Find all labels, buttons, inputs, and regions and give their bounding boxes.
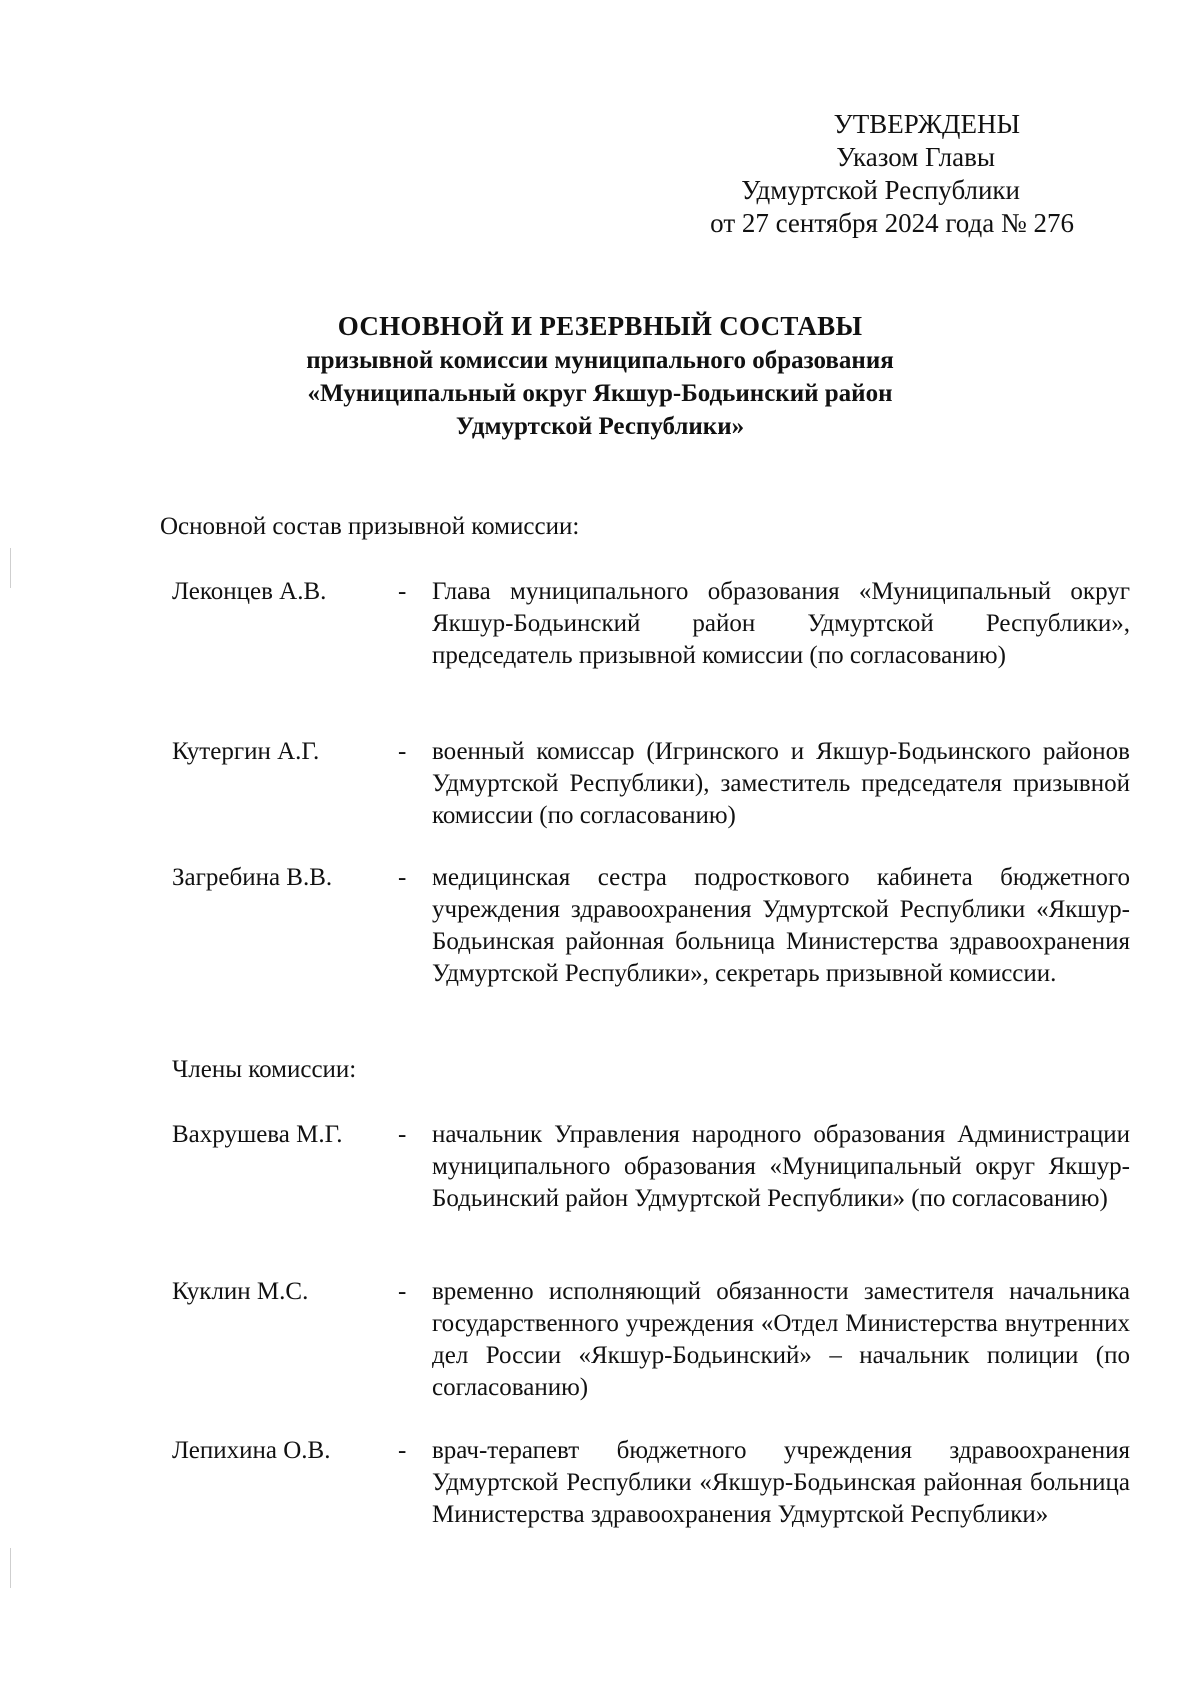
member-role: начальник Управления народного образования Администрации муниципального образования «Муниципальный округ Якшур-Бодьинский район Удмуртской Республики» (по согласованию) <box>432 1121 1130 1212</box>
entry-dash: - <box>398 864 407 891</box>
title-main: ОСНОВНОЙ И РЕЗЕРВНЫЙ СОСТАВЫ <box>337 311 863 341</box>
document-title <box>100 308 1100 443</box>
members-heading: Члены комиссии: <box>172 1056 357 1083</box>
approval-date-number: от 27 сентября 2024 года № 276 <box>710 208 1074 238</box>
entry-dash: - <box>398 1437 407 1464</box>
member-role: врач-терапевт бюджетного учреждения здравоохранения Удмуртской Республики «Якшур-Бодьинская районная больница Министерства здравоохранения Удмуртской Республики» <box>432 1437 1130 1528</box>
approval-heading: УТВЕРЖДЕНЫ <box>833 109 1020 139</box>
member-role: медицинская сестра подросткового кабинета бюджетного учреждения здравоохранения Удмуртской Республики «Якшур-Бодьинская районная больница Министерства здравоохранения Удмуртской Республики», секретарь призывной комиссии. <box>432 864 1130 987</box>
commission-entry <box>172 736 1130 832</box>
commission-entry <box>172 1435 1130 1531</box>
title-subline-2: «Муниципальный округ Якшур-Бодьинский район <box>307 380 893 407</box>
scan-artifact-line <box>10 548 11 588</box>
member-role: временно исполняющий обязанности заместителя начальника государственного учреждения «Отдел Министерства внутренних дел России «Якшур-Бодьинский» – начальник полиции (по согласованию) <box>432 1278 1130 1401</box>
member-name: Куклин М.С. <box>172 1278 309 1305</box>
commission-entry <box>172 1119 1130 1215</box>
member-name: Лепихина О.В. <box>172 1437 331 1464</box>
entry-dash: - <box>398 578 407 605</box>
entry-dash: - <box>398 1121 407 1148</box>
approval-stamp-block <box>680 108 1120 240</box>
commission-entry <box>172 862 1130 990</box>
member-role: военный комиссар (Игринского и Якшур-Бодьинского районов Удмуртской Республики), заместитель председателя призывной комиссии (по согласованию) <box>432 738 1130 829</box>
title-subline-3: Удмуртской Республики» <box>455 413 745 440</box>
main-composition-heading: Основной состав призывной комиссии: <box>160 513 580 540</box>
approval-authority: Удмуртской Республики <box>741 175 1020 205</box>
title-subline-1: призывной комиссии муниципального образования <box>306 347 894 374</box>
member-name: Кутергин А.Г. <box>172 738 320 765</box>
entry-dash: - <box>398 738 407 765</box>
approval-decree: Указом Главы <box>836 142 995 172</box>
member-name: Вахрушева М.Г. <box>172 1121 343 1148</box>
commission-entry <box>172 576 1130 672</box>
commission-entry <box>172 1276 1130 1404</box>
scan-artifact-line <box>10 1548 11 1588</box>
member-name: Леконцев А.В. <box>172 578 327 605</box>
member-role: Глава муниципального образования «Муниципальный округ Якшур-Бодьинский район Удмуртской Республики», председатель призывной комиссии (по согласованию) <box>432 578 1130 669</box>
member-name: Загребина В.В. <box>172 864 333 891</box>
entry-dash: - <box>398 1278 407 1305</box>
